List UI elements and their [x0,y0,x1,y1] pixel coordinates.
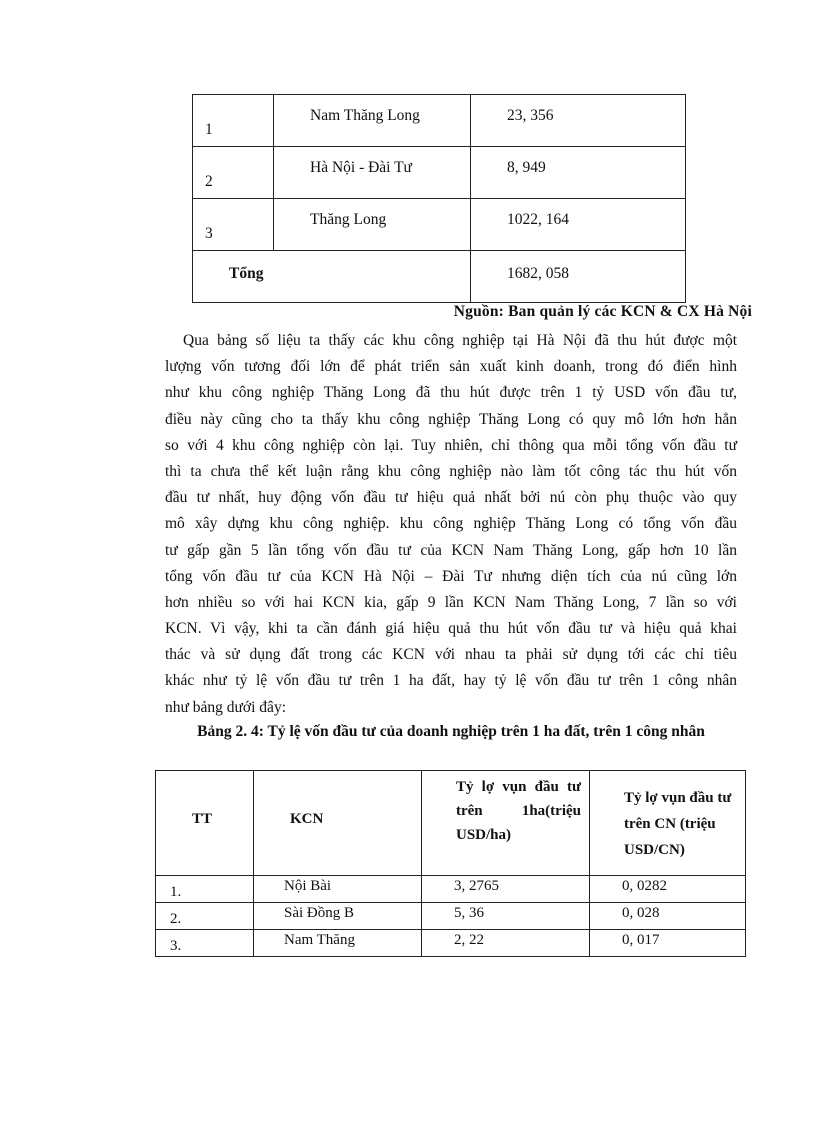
table-caption: Bảng 2. 4: Tỷ lệ vốn đầu tư của doanh nghiệp trên 1 ha đất, trên 1 công nhân [197,723,705,740]
row-number: 1 [205,121,213,138]
kcn-name: Nam Thăng [284,932,355,948]
table-row [193,199,686,251]
paragraph-line: Qua bảng số liệu ta thấy các khu công nghiệp tại Hà Nội đã thu hút được một [183,332,737,349]
table-row [193,95,686,147]
ratio-per-worker: 0, 028 [622,905,660,921]
paragraph-line: khác như tỷ lệ vốn đầu tư trên 1 ha đất, hay tỷ lệ vốn đầu tư trên 1 công nhân [165,672,737,690]
investment-value: 1022, 164 [507,211,569,228]
ratio-per-ha: 5, 36 [454,905,484,921]
ratio-per-worker: 0, 0282 [622,878,667,894]
investment-value: 8, 949 [507,159,546,176]
total-value: 1682, 058 [507,265,569,282]
paragraph-line: hơn nhiều so với hai KCN kia, gấp 9 lần KCN Nam Thăng Long, 7 lần so với [165,593,737,611]
row-number: 3. [170,938,182,954]
paragraph-line: tổng vốn đầu tư của KCN Hà Nội – Đài Tư nhưng diện tích của nú cũng lớn [165,567,737,585]
table-total-row [193,251,686,303]
table-header-row [156,771,746,876]
paragraph-line: như khu công nghiệp Thăng Long đã thu hút được trên 1 tỷ USD vốn đầu tư, [165,384,737,402]
row-number: 1. [170,884,182,900]
paragraph-line: thác và sử dụng đất trong các KCN với nhau ta phải sử dụng tới các chỉ tiêu [165,646,737,664]
paragraph-line: thì ta chưa thể kết luận rằng khu công nghiệp nào làm tốt công tác thu hút vốn [165,462,737,480]
kcn-name: Hà Nội - Đài Tư [310,159,412,176]
row-number: 3 [205,225,213,242]
header-ratio-per-worker: Tỷ lợ vụn đầu tư trên CN (triệu USD/CN) [624,790,732,858]
row-number: 2 [205,173,213,190]
header-ratio-per-ha: Tỷ lợ vụn đầu tư trên 1ha(triệu USD/ha) [456,779,581,843]
body-paragraph [165,328,737,721]
total-label: Tổng [229,265,264,282]
paragraph-line: điều này cũng cho ta thấy khu công nghiệp Thăng Long có quy mô lớn hơn hẳn [165,410,737,428]
source-note: Nguồn: Ban quản lý các KCN & CX Hà Nội [453,303,752,320]
kcn-name: Nội Bài [284,878,332,894]
ratio-per-worker: 0, 017 [622,932,660,948]
paragraph-line: KCN. Vì vậy, khi ta cần đánh giá hiệu quả thu hút vốn đầu tư và hiệu quả khai [165,620,737,638]
paragraph-line: mô xây dựng khu công nghiệp. khu công nghiệp Thăng Long có tổng vốn đầu [165,515,737,533]
table-row [156,903,746,930]
paragraph-line: so với 4 khu công nghiệp còn lại. Tuy nhiên, chỉ thông qua mỗi tổng vốn đầu tư [165,436,737,454]
table-row [156,930,746,957]
kcn-name: Sài Đồng B [284,905,355,921]
paragraph-line: như bảng dưới đây: [165,698,286,716]
investment-table [192,94,686,303]
header-kcn: KCN [290,811,324,827]
paragraph-line: tư gấp gần 5 lần tổng vốn đầu tư của KCN Nam Thăng Long, gấp hơn 10 lần [165,541,737,559]
ratio-per-ha: 2, 22 [454,932,484,948]
kcn-name: Nam Thăng Long [310,107,420,124]
row-number: 2. [170,911,182,927]
table-row [156,876,746,903]
ratio-per-ha: 3, 2765 [454,878,499,894]
paragraph-line: lượng vốn tương đối lớn để phát triển sản xuất kinh doanh, trong đó điển hình [165,358,737,376]
kcn-name: Thăng Long [310,211,387,228]
table-row [193,147,686,199]
investment-value: 23, 356 [507,107,554,124]
paragraph-line: đầu tư nhất, huy động vốn đầu tư hiệu quả nhất bởi nú còn phụ thuộc vào quy [165,489,737,507]
ratio-table [155,770,746,957]
header-tt: TT [192,811,213,827]
